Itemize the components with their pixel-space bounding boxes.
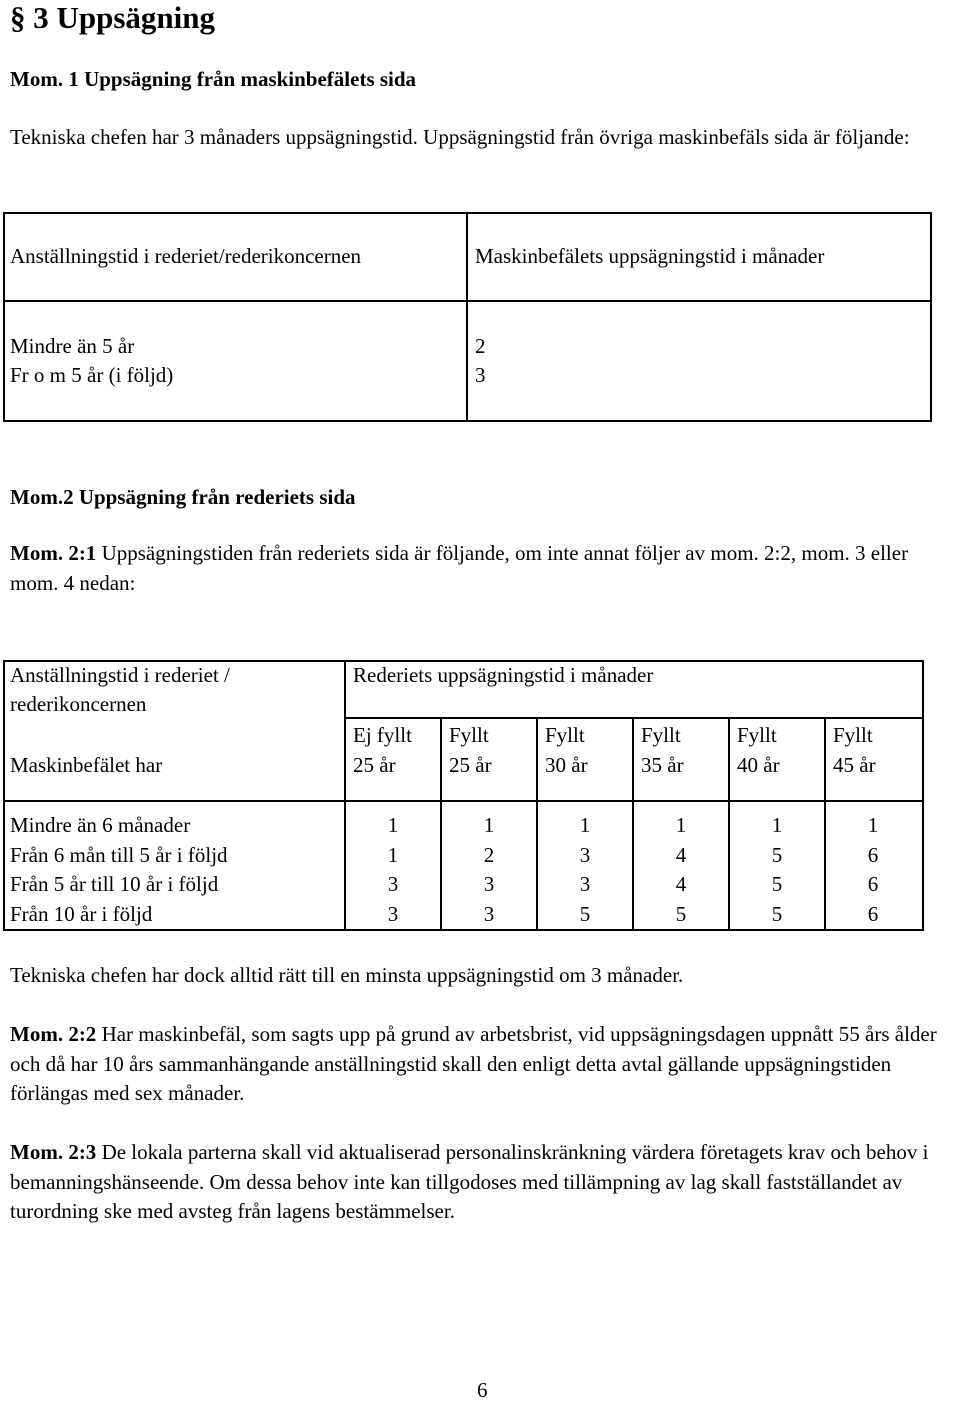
table2-value: 1 (387, 813, 399, 837)
mom2-2-text: Har maskinbefäl, som sagts upp på grund av arbetsbrist, vid uppsägningsdagen uppnått 55 års ålder och då har 10 års sammanhängande anställningstid skall den enligt detta avtal gällande uppsägningstiden förlängas med sex månader. (10, 1022, 937, 1105)
table2-value: 6 (867, 843, 879, 867)
table2-value: 6 (867, 872, 879, 896)
table2-col-line (632, 717, 634, 931)
mom2-heading: Mom.2 Uppsägning från rederiets sida (10, 485, 356, 509)
table2-header-left: Maskinbefälet har (10, 753, 163, 777)
table2-value: 1 (771, 813, 783, 837)
table2-value: 1 (579, 813, 591, 837)
table1-divider (466, 212, 468, 422)
table2-age-col-header: 45 år (833, 753, 876, 777)
table2-value: 3 (387, 872, 399, 896)
table2-row-label: Från 6 mån till 5 år i följd (10, 843, 228, 867)
table2-age-col-header: Fyllt (833, 723, 873, 747)
table2-value: 5 (579, 902, 591, 926)
table2-age-col-header: Fyllt (641, 723, 681, 747)
table2-row-label: Från 5 år till 10 år i följd (10, 872, 219, 896)
table2-age-col-header: 25 år (353, 753, 396, 777)
mom2-2-label: Mom. 2:2 (10, 1022, 97, 1046)
mom1-text: Tekniska chefen har 3 månaders uppsägningstid. Uppsägningstid från övriga maskinbefäls sida är följande: (10, 125, 910, 149)
table2-value: 1 (387, 843, 399, 867)
mom2-1-text: Uppsägningstiden från rederiets sida är följande, om inte annat följer av mom. 2:2, mom. 3 eller mom. 4 nedan: (10, 541, 909, 595)
min-notice-note: Tekniska chefen har dock alltid rätt till en minsta uppsägningstid om 3 månader. (10, 963, 684, 987)
table2-age-col-header: Fyllt (545, 723, 585, 747)
table2-value: 3 (579, 843, 591, 867)
table2-value: 3 (483, 902, 495, 926)
mom1-heading: Mom. 1 Uppsägning från maskinbefälets sida (10, 67, 417, 91)
table1-row-label: Fr o m 5 år (i följd) (10, 363, 174, 387)
table2-header-right: Rederiets uppsägningstid i månader (353, 663, 654, 687)
table2-header-left: rederikoncernen (10, 692, 147, 716)
table2-value: 5 (771, 902, 783, 926)
table2-value: 3 (387, 902, 399, 926)
table2-value: 6 (867, 902, 879, 926)
mom2-3-text: De lokala parterna skall vid aktualiserad personalinskränkning värdera företagets krav och behov i bemanningshänseende. Om dessa behov inte kan tillgodoses med tillämpning av lag skall fastställandet av turordning ske med avsteg från lagens bestämmelser. (10, 1140, 929, 1223)
table1-col2-header: Maskinbefälets uppsägningstid i månader (475, 244, 825, 268)
mom2-1-paragraph (10, 539, 940, 598)
table2-age-col-header: 25 år (449, 753, 492, 777)
table2-row-label: Mindre än 6 månader (10, 813, 191, 837)
table1-row-value: 2 (475, 334, 486, 358)
table2-age-col-header: 30 år (545, 753, 588, 777)
table2-col-line (536, 717, 538, 931)
table2-age-col-header: 40 år (737, 753, 780, 777)
table2-col-line (728, 717, 730, 931)
table2-value: 1 (867, 813, 879, 837)
table2-value: 4 (675, 843, 687, 867)
table2-row-label: Från 10 år i följd (10, 902, 153, 926)
mom2-3-label: Mom. 2:3 (10, 1140, 97, 1164)
table2-value: 5 (675, 902, 687, 926)
table2-divider (344, 660, 346, 931)
table1-row-label: Mindre än 5 år (10, 334, 135, 358)
table2-age-col-header: 35 år (641, 753, 684, 777)
table1-row-value: 3 (475, 363, 486, 387)
table2-age-col-header: Fyllt (449, 723, 489, 747)
table2-value: 3 (579, 872, 591, 896)
table2-value: 1 (483, 813, 495, 837)
table1-col1-header: Anställningstid i rederiet/rederikoncernen (10, 244, 362, 268)
section-title: § 3 Uppsägning (10, 0, 216, 35)
table2-col-line (824, 717, 826, 931)
mom2-3-paragraph (10, 1138, 958, 1227)
table2-age-col-header: Ej fyllt (353, 723, 412, 747)
table2-header-left: Anställningstid i rederiet / (10, 663, 230, 687)
mom2-2-paragraph (10, 1020, 955, 1109)
table2-value: 1 (675, 813, 687, 837)
table2-value: 2 (483, 843, 495, 867)
table2-value: 3 (483, 872, 495, 896)
table2-header-rule (3, 800, 924, 802)
table2-value: 5 (771, 843, 783, 867)
table2-value: 5 (771, 872, 783, 896)
page-number: 6 (477, 1378, 488, 1402)
mom2-1-label: Mom. 2:1 (10, 541, 97, 565)
table2-subheader-rule (344, 717, 924, 719)
table2-age-col-header: Fyllt (737, 723, 777, 747)
table2-col-line (440, 717, 442, 931)
table1-header-rule (3, 300, 932, 302)
table2-value: 4 (675, 872, 687, 896)
